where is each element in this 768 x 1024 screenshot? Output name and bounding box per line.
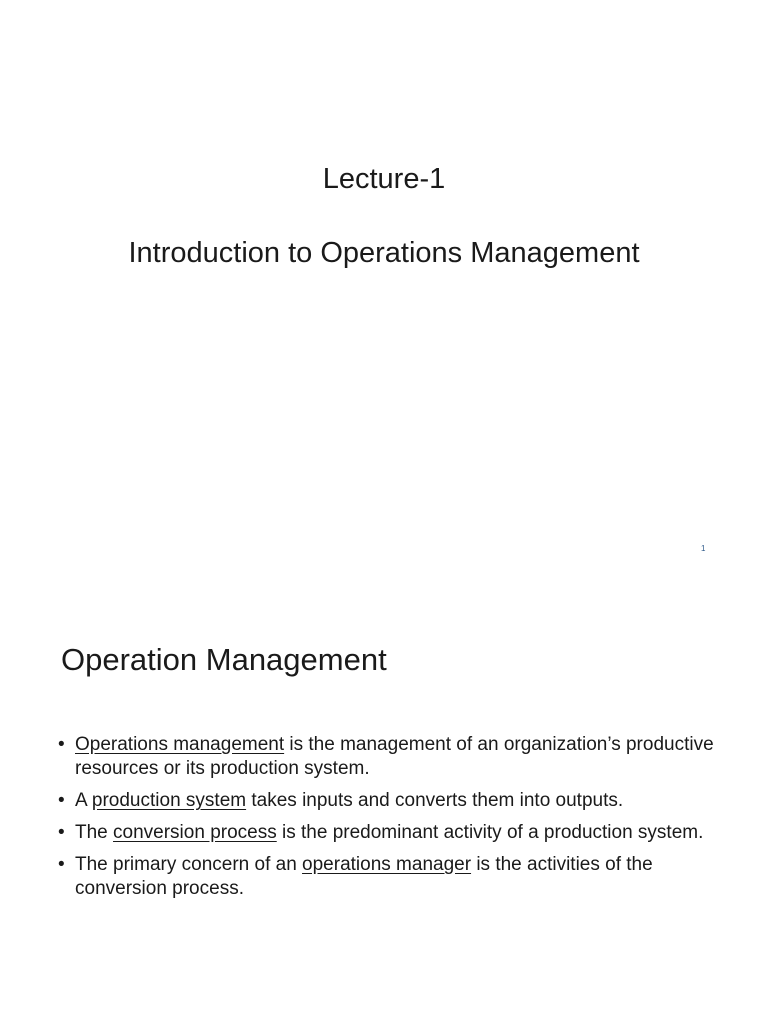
- section-heading: Operation Management: [61, 642, 387, 677]
- bullet-term: production system: [91, 790, 247, 811]
- lecture-number: Lecture-1: [322, 163, 446, 195]
- bullet-item: [56, 853, 736, 901]
- bullet-text: is the predominant activity of a production system.: [276, 822, 704, 843]
- bullet-prefix: The: [75, 822, 114, 843]
- bullet-text: takes inputs and converts them into outputs.: [246, 790, 624, 811]
- bullet-term: Operations management: [75, 734, 285, 755]
- bullet-prefix: The primary concern of an: [75, 854, 303, 875]
- bullet-item: [56, 789, 736, 813]
- bullet-list: [56, 733, 736, 909]
- bullet-text: is the management of an organization’s productive resources or its production system.: [75, 734, 714, 779]
- bullet-term: conversion process: [113, 822, 277, 843]
- bullet-item: [56, 733, 736, 781]
- bullet-text: is the activities of the conversion process.: [75, 854, 653, 899]
- page-number: 1: [701, 544, 706, 553]
- bullet-prefix: A: [75, 790, 92, 811]
- lecture-title: Introduction to Operations Management: [128, 237, 640, 269]
- bullet-term: operations manager: [302, 854, 472, 875]
- bullet-item: [56, 821, 736, 845]
